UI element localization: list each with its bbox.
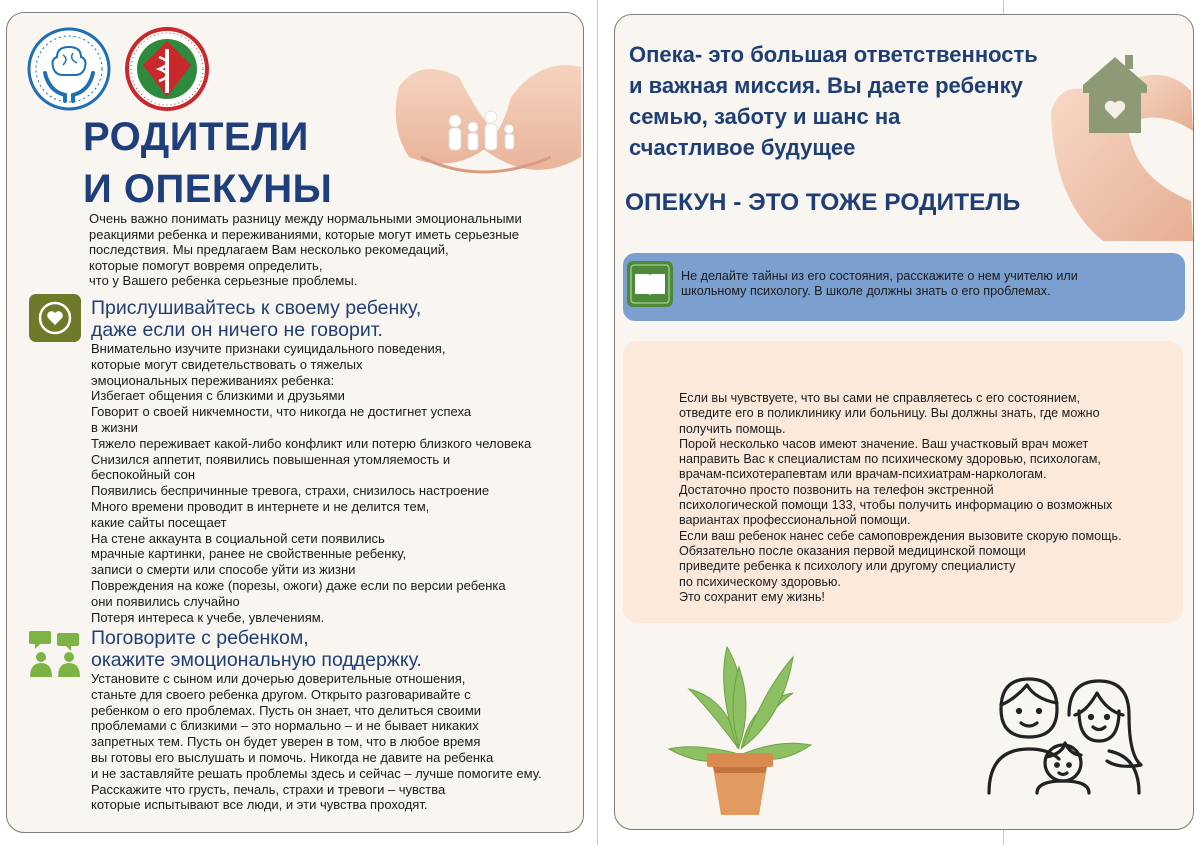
text-line: Избегает общения с близкими и друзьями bbox=[91, 388, 345, 404]
text-line: Много времени проводит в интернете и не делится тем, bbox=[91, 498, 430, 514]
right-heading-line: Опека- это большая ответственность bbox=[629, 42, 1038, 67]
right-heading-line: и важная миссия. Вы даете ребенку bbox=[629, 73, 1023, 98]
right-heading-line: счастливое будущее bbox=[629, 135, 856, 160]
text-line: Повреждения на коже (порезы, ожоги) даже если по версии ребенка bbox=[91, 577, 506, 593]
text-line: Внимательно изучите признаки суицидального поведения, bbox=[91, 341, 446, 356]
text-line: отведите его в поликлинику или больницу. Вы должны знать, где можно bbox=[679, 406, 1100, 421]
text-line: Если вы чувствуете, что вы сами не справляетесь с его состоянием, bbox=[679, 391, 1081, 405]
section1-heading-line: даже если он ничего не говорит. bbox=[91, 319, 383, 341]
text-line: вариантах профессиональной помощи. bbox=[679, 513, 911, 528]
brain-hands-logo bbox=[27, 27, 111, 111]
text-line: направить Вас к специалистам по психическому здоровью, психологам, bbox=[679, 452, 1101, 467]
intro-line: что у Вашего ребенка серьезные проблемы. bbox=[89, 273, 358, 288]
left-leaflet-page bbox=[6, 12, 584, 833]
text-line: станьте для своего ребенка другом. Открыто разговаривайте с bbox=[91, 686, 471, 702]
text-line: которые испытывают все люди, и эти чувства проходят. bbox=[91, 797, 428, 813]
right-subheading: ОПЕКУН - ЭТО ТОЖЕ РОДИТЕЛЬ bbox=[625, 189, 1021, 216]
heart-icon bbox=[29, 294, 81, 342]
chat-people-icon bbox=[27, 629, 83, 679]
text-line: Говорит о своей никчемности, что никогда не достигнет успеха bbox=[91, 404, 472, 420]
hand-house-image bbox=[1031, 41, 1193, 241]
peach-info-box bbox=[623, 341, 1183, 623]
peach-box-text bbox=[679, 391, 1122, 605]
text-line: психологической помощи 133, чтобы получить информацию о возможных bbox=[679, 498, 1113, 513]
right-heading bbox=[629, 39, 1038, 163]
intro-line: реакциями ребенка и переживаниями, которые могут иметь серьезные bbox=[89, 226, 520, 242]
text-line: школьному психологу. В школе должны знать о его проблемах. bbox=[681, 284, 1051, 299]
section1-body bbox=[91, 341, 531, 625]
section2-heading-line: Поговорите с ребенком, bbox=[91, 627, 309, 649]
text-line: Потеря интереса к учебе, увлечениям. bbox=[91, 609, 325, 625]
text-line: Тяжело переживает какой-либо конфликт или потерю близкого человека bbox=[91, 435, 532, 451]
section2-heading bbox=[91, 627, 422, 671]
text-line: Расскажите что грусть, печаль, страхи и тревоги – чувства bbox=[91, 781, 446, 797]
intro-line: последствия. Мы предлагаем Вам несколько рекомедаций, bbox=[89, 242, 449, 257]
text-line: Обязательно после оказания первой медицинской помощи bbox=[679, 543, 1026, 558]
text-line: Установите с сыном или дочерью доверительные отношения, bbox=[91, 671, 466, 686]
text-line: записи о смерти или способе уйти из жизни bbox=[91, 562, 356, 578]
hands-family-image bbox=[391, 47, 581, 197]
book-icon bbox=[627, 261, 673, 307]
text-line: Порой несколько часов имеют значение. Ваш участковый врач может bbox=[679, 436, 1089, 451]
text-line: Это сохранит ему жизнь! bbox=[679, 589, 825, 604]
plant-image bbox=[665, 629, 815, 819]
family-line-icon bbox=[983, 665, 1143, 795]
text-line: они появились случайно bbox=[91, 593, 240, 609]
text-line: Достаточно просто позвонить на телефон экстренной bbox=[679, 482, 994, 497]
text-line: Появились беспричинные тревога, страхи, снизилось настроение bbox=[91, 483, 490, 499]
text-line: и не заставляйте решать проблемы здесь и сейчас – лучше помогите ему. bbox=[91, 765, 542, 781]
text-line: Не делайте тайны из его состояния, расскажите о нем учителю или bbox=[681, 269, 1078, 283]
blue-tip-box bbox=[623, 253, 1185, 321]
right-heading-line: семью, заботу и шанс на bbox=[629, 104, 901, 129]
text-line: какие сайты посещает bbox=[91, 514, 227, 530]
section2-body bbox=[91, 671, 542, 813]
text-line: проблемами с близкими – это нормально – и не бывает никаких bbox=[91, 718, 479, 734]
text-line: ребенком о его проблемах. Пусть он знает, что делиться своими bbox=[91, 702, 482, 718]
page-title-line1: РОДИТЕЛИ bbox=[83, 115, 309, 159]
section1-heading-line: Прислушивайтесь к своему ребенку, bbox=[91, 297, 422, 319]
text-line: в жизни bbox=[91, 419, 138, 435]
text-line: врачам-психотерапевтам или врачам-психиатрам-наркологам. bbox=[679, 467, 1047, 482]
text-line: мрачные картинки, ранее не свойственные ребенку, bbox=[91, 546, 407, 562]
intro-line: Очень важно понимать разницу между нормальными эмоциональными bbox=[89, 211, 522, 226]
section2-heading-line: окажите эмоциональную поддержку. bbox=[91, 649, 422, 671]
text-line: На стене аккаунта в социальной сети появились bbox=[91, 530, 385, 546]
text-line: эмоциональных переживаниях ребенка: bbox=[91, 372, 335, 388]
page-title-line2: И ОПЕКУНЫ bbox=[83, 167, 333, 211]
text-line: запретных тем. Пусть он будет уверен в том, что в любое время bbox=[91, 734, 481, 750]
text-line: Если ваш ребенок нанес себе самоповреждения вызовите скорую помощь. bbox=[679, 528, 1122, 543]
text-line: вы готовы его выслушать и помочь. Никогда не давите на ребенка bbox=[91, 749, 494, 765]
right-leaflet-page bbox=[614, 14, 1194, 830]
intro-line: которые помогут вовремя определить, bbox=[89, 257, 323, 273]
text-line: по психическому здоровью. bbox=[679, 574, 841, 589]
blue-box-text bbox=[681, 269, 1078, 300]
medical-emblem-logo bbox=[125, 27, 209, 111]
text-line: получить помощь. bbox=[679, 421, 786, 436]
text-line: Снизился аппетит, появились повышенная утомляемость и bbox=[91, 451, 451, 467]
text-line: приведите ребенка к психологу или другому специалисту bbox=[679, 559, 1016, 574]
intro-paragraph bbox=[89, 211, 522, 289]
text-line: беспокойный сон bbox=[91, 467, 196, 483]
section1-heading bbox=[91, 297, 421, 341]
text-line: которые могут свидетельствовать о тяжелых bbox=[91, 356, 363, 372]
